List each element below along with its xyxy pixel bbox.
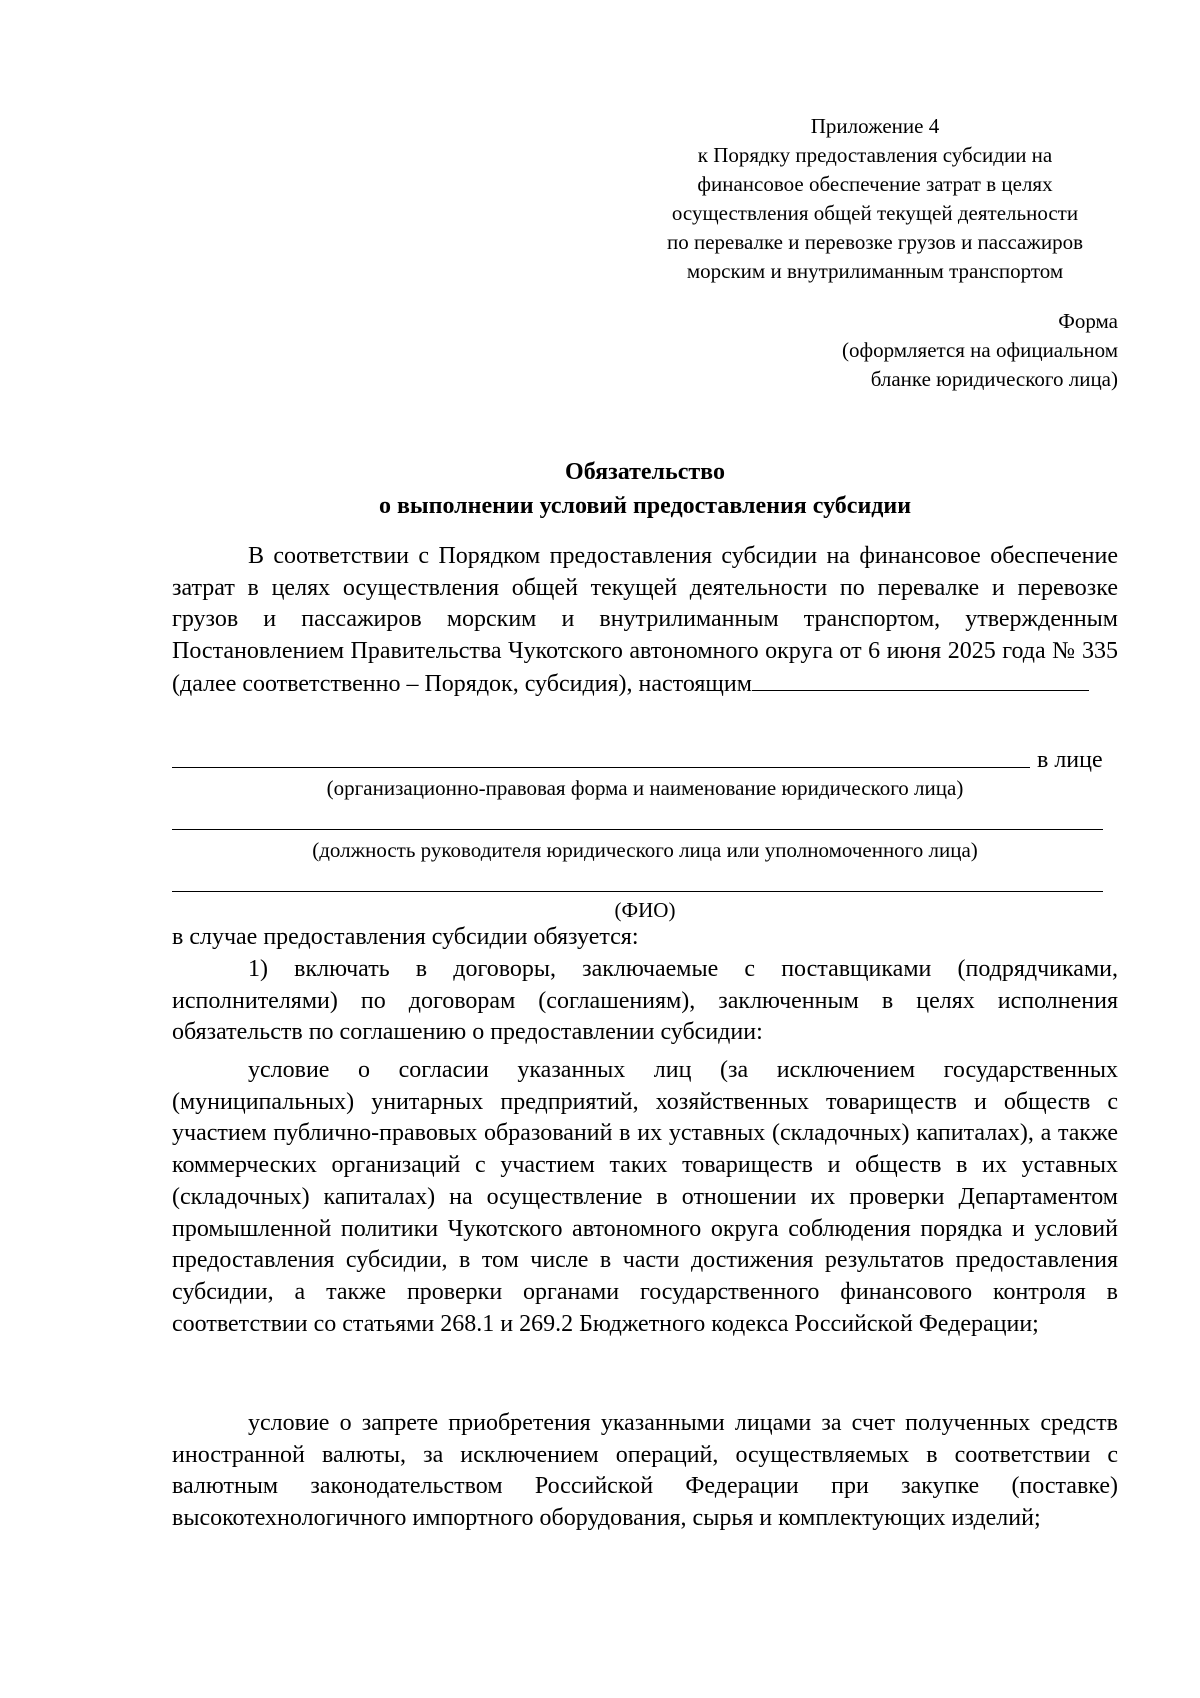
appendix-line: к Порядку предоставления субсидии на (697, 143, 1053, 167)
form-note (842, 307, 1118, 394)
appendix-line: осуществления общей текущей деятельности (671, 201, 1079, 225)
appendix-header (615, 112, 1135, 286)
obligation-intro: в случае предоставления субсидии обязуется: (172, 924, 639, 950)
appendix-line: морским и внутрилиманным транспортом (686, 259, 1064, 283)
currency-ban-paragraph: условие о запрете приобретения указанными лицами за счет полученных средств иностранной валюты, за исключением операций, осуществляемых в соответствии с валютным законодательством Российской Федерации при закупке (поставке) высокотехнологичного импортного оборудования, сырья и комплектующих изделий; (172, 1410, 1118, 1532)
appendix-line: по перевалке и перевозке грузов и пассажиров (666, 230, 1084, 254)
title-line-1: Обязательство (565, 459, 725, 485)
form-note-line: Форма (1058, 309, 1118, 333)
appendix-line: Приложение 4 (810, 114, 940, 138)
document-title (172, 455, 1118, 523)
appendix-line: финансовое обеспечение затрат в целях (697, 172, 1053, 196)
fill-line-position (172, 829, 1103, 830)
caption-org: (организационно-правовая форма и наименование юридического лица) (326, 776, 964, 800)
title-line-2: о выполнении условий предоставления субсидии (378, 493, 912, 519)
consent-paragraph: условие о согласии указанных лиц (за исключением государственных (муниципальных) унитарных предприятий, хозяйственных товариществ и обществ с участием публично-правовых образований в их уставных (складочных) капиталах), а также коммерческих организаций с участием таких товариществ и обществ в их уставных (складочных) капиталах) на осуществление в отношении их проверки Департаментом промышленной политики Чукотского автономного округа соблюдения порядка и условий предоставления субсидии, в том числе в части достижения результатов предоставления субсидии, а также проверки органами государственного финансового контроля в соответствии со статьями 268.1 и 269.2 Бюджетного кодекса Российской Федерации; (172, 1057, 1118, 1337)
intro-paragraph (172, 541, 1118, 701)
caption-position: (должность руководителя юридического лица или уполномоченного лица) (312, 838, 978, 862)
caption-fio: (ФИО) (614, 898, 676, 922)
form-note-line: (оформляется на официальном (841, 338, 1118, 362)
form-note-line: бланке юридического лица) (870, 367, 1118, 391)
fill-line-org (172, 767, 1030, 768)
intro-text: В соответствии с Порядком предоставления субсидии на финансовое обеспечение затрат в целях осуществления общей текущей деятельности по перевалке и перевозке грузов и пассажиров морским и внутрилиманным транспортом, утвержденным Постановлением Правительства Чукотского автономного округа от 6 июня 2025 года № 335 (далее соответственно – Порядок, субсидия), настоящим (172, 543, 1118, 697)
v-lice-label: в лице (1037, 747, 1103, 773)
fill-line-short (752, 668, 1089, 691)
fill-line-fio (172, 891, 1103, 892)
item-1-paragraph: 1) включать в договоры, заключаемые с поставщиками (подрядчиками, исполнителями) по договорам (соглашениям), заключенным в целях исполнения обязательств по соглашению о предоставлении субсидии: (172, 956, 1118, 1046)
